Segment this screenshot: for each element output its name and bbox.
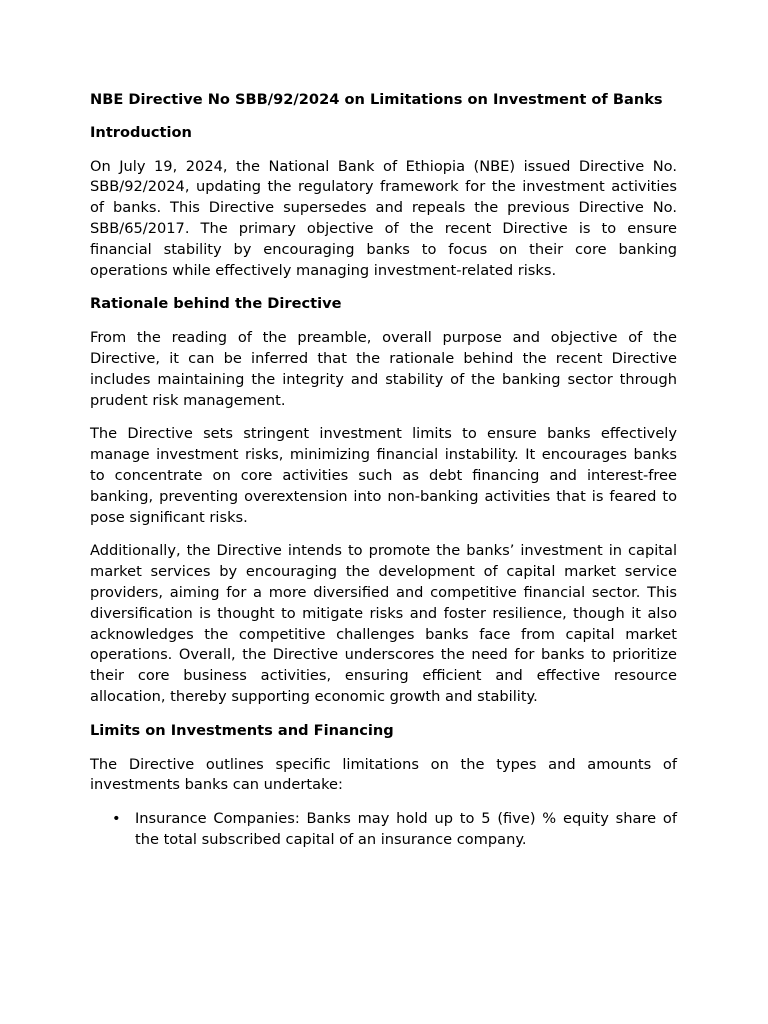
rationale-paragraph-2: The Directive sets stringent investment limits to ensure banks effectively manage investment risks, minimizing financial instability. It encourages banks to concentrate on core activities such as debt financing and interest-free banking, preventing overextension into non-banking activities that is feared to pose significant risks. bbox=[90, 425, 677, 526]
document-title: NBE Directive No SBB/92/2024 on Limitations on Investment of Banks bbox=[90, 91, 663, 108]
bullet-icon: • bbox=[112, 810, 121, 828]
list-item-text: Insurance Companies: Banks may hold up to 5 (five) % equity share of the total subscribed capital of an insurance company. bbox=[135, 810, 677, 848]
section-heading-introduction: Introduction bbox=[90, 123, 192, 141]
limits-list bbox=[90, 809, 677, 851]
limits-intro-paragraph: The Directive outlines specific limitations on the types and amounts of investments banks can undertake: bbox=[90, 755, 677, 794]
rationale-paragraph-3: Additionally, the Directive intends to promote the banks’ investment in capital market services by encouraging the development of capital market service providers, aiming for a more diversified and competitive financial sector. This diversification is thought to mitigate risks and foster resilience, though it also acknowledges the competitive challenges banks face from capital market operations. Overall, the Directive underscores the need for banks to prioritize their core business activities, ensuring efficient and effective resource allocation, thereby supporting economic growth and stability. bbox=[90, 542, 677, 705]
section-heading-rationale: Rationale behind the Directive bbox=[90, 295, 342, 313]
section-heading-limits: Limits on Investments and Financing bbox=[90, 721, 394, 739]
rationale-paragraph-1: From the reading of the preamble, overall purpose and objective of the Directive, it can be inferred that the rationale behind the recent Directive includes maintaining the integrity and stability of the banking sector through prudent risk management. bbox=[90, 329, 677, 409]
document-page bbox=[90, 90, 677, 851]
list-item bbox=[90, 809, 677, 851]
introduction-paragraph: On July 19, 2024, the National Bank of Ethiopia (NBE) issued Directive No. SBB/92/2024, updating the regulatory framework for the investment activities of banks. This Directive supersedes and repeals the previous Directive No. SBB/65/2017. The primary objective of the recent Directive is to ensure financial stability by encouraging banks to focus on their core banking operations while effectively managing investment-related risks. bbox=[90, 157, 677, 279]
